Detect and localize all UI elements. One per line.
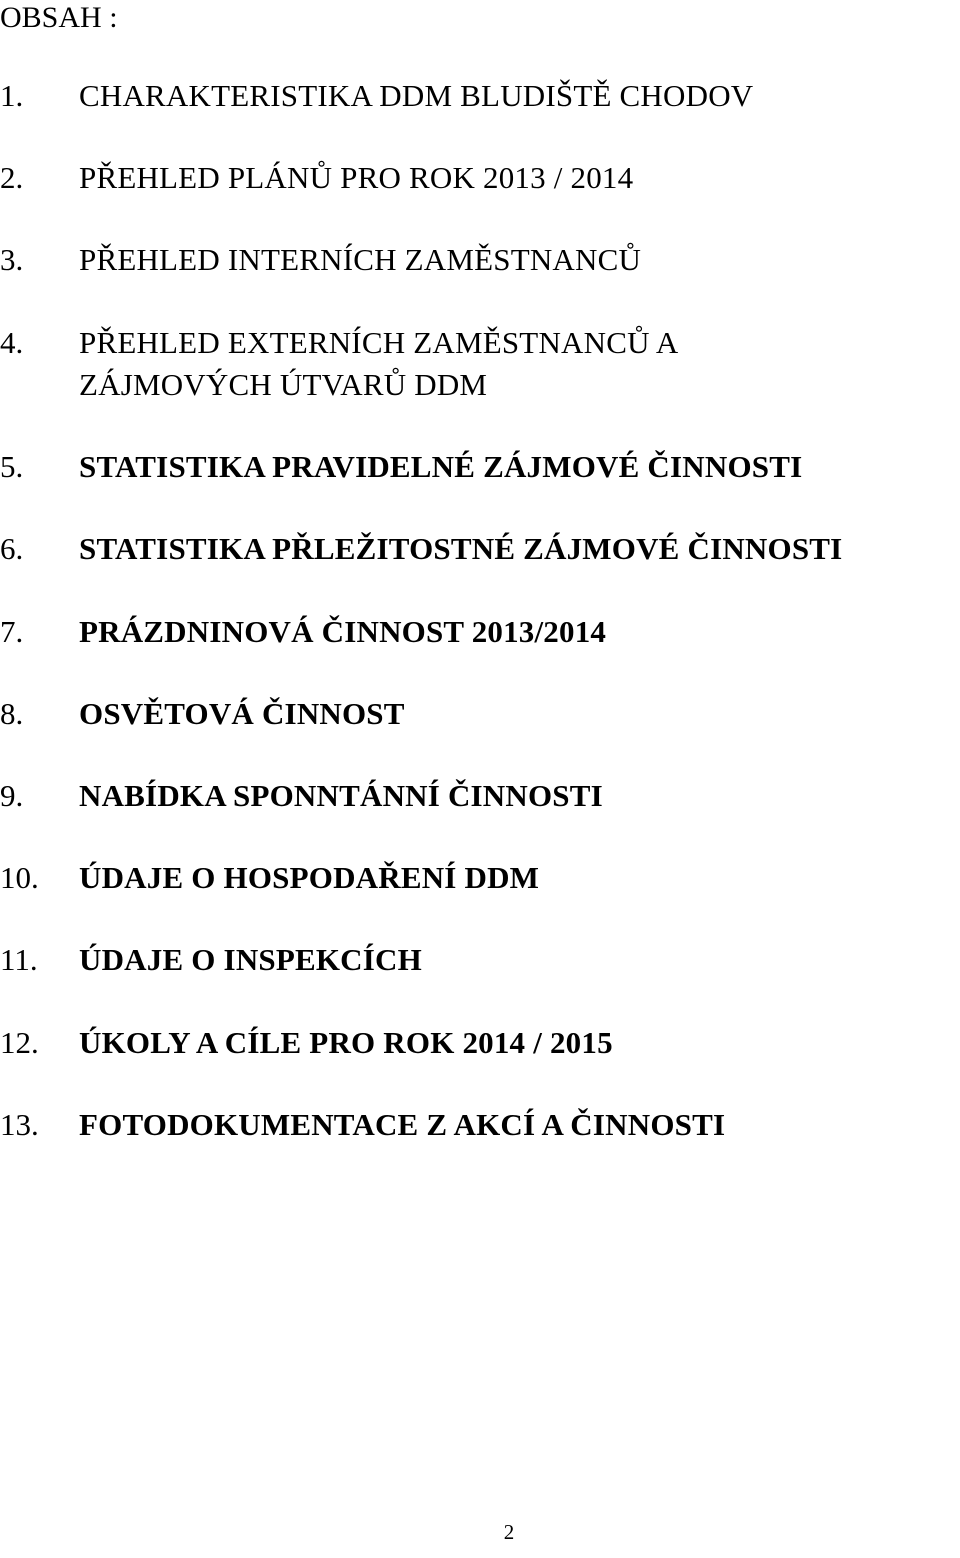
- toc-item-title: PŘEHLED INTERNÍCH ZAMĚSTNANCŮ: [79, 242, 642, 277]
- toc-item-number: 9.: [0, 778, 24, 813]
- toc-item-number: 11.: [0, 942, 38, 977]
- toc-item-title: PŘEHLED EXTERNÍCH ZAMĚSTNANCŮ A: [79, 325, 679, 360]
- toc-item-title: PŘEHLED PLÁNŮ PRO ROK 2013 / 2014: [79, 160, 634, 195]
- toc-item-number: 7.: [0, 614, 24, 649]
- toc-item-number: 13.: [0, 1107, 39, 1142]
- toc-item-title: PRÁZDNINOVÁ ČINNOST 2013/2014: [79, 614, 607, 649]
- toc-item-title: FOTODOKUMENTACE Z AKCÍ A ČINNOSTI: [79, 1107, 726, 1142]
- toc-item-title: CHARAKTERISTIKA DDM BLUDIŠTĚ CHODOV: [79, 78, 754, 113]
- toc-item-title: ÚKOLY A CÍLE PRO ROK 2014 / 2015: [79, 1025, 613, 1060]
- page-number: 2: [503, 1520, 515, 1544]
- toc-item-number: 3.: [0, 242, 24, 277]
- toc-item-number: 4.: [0, 325, 24, 360]
- toc-item-number: 6.: [0, 531, 24, 566]
- toc-item-title: OSVĚTOVÁ ČINNOST: [79, 696, 405, 731]
- toc-item-number: 10.: [0, 860, 39, 895]
- toc-item-number: 2.: [0, 160, 24, 195]
- toc-item-title: ÚDAJE O INSPEKCÍCH: [79, 942, 422, 977]
- toc-heading: OBSAH :: [0, 1, 118, 34]
- toc-item-number: 5.: [0, 449, 24, 484]
- toc-item-title: NABÍDKA SPONNTÁNNÍ ČINNOSTI: [79, 778, 603, 813]
- toc-item-title-line2: ZÁJMOVÝCH ÚTVARŮ DDM: [79, 367, 488, 402]
- toc-item-number: 1.: [0, 78, 24, 113]
- toc-item-title: STATISTIKA PŘLEŽITOSTNÉ ZÁJMOVÉ ČINNOSTI: [79, 531, 843, 566]
- toc-item-title: ÚDAJE O HOSPODAŘENÍ DDM: [79, 860, 540, 895]
- toc-item-number: 8.: [0, 696, 24, 731]
- toc-item-number: 12.: [0, 1025, 39, 1060]
- toc-item-title: STATISTIKA PRAVIDELNÉ ZÁJMOVÉ ČINNOSTI: [79, 449, 803, 484]
